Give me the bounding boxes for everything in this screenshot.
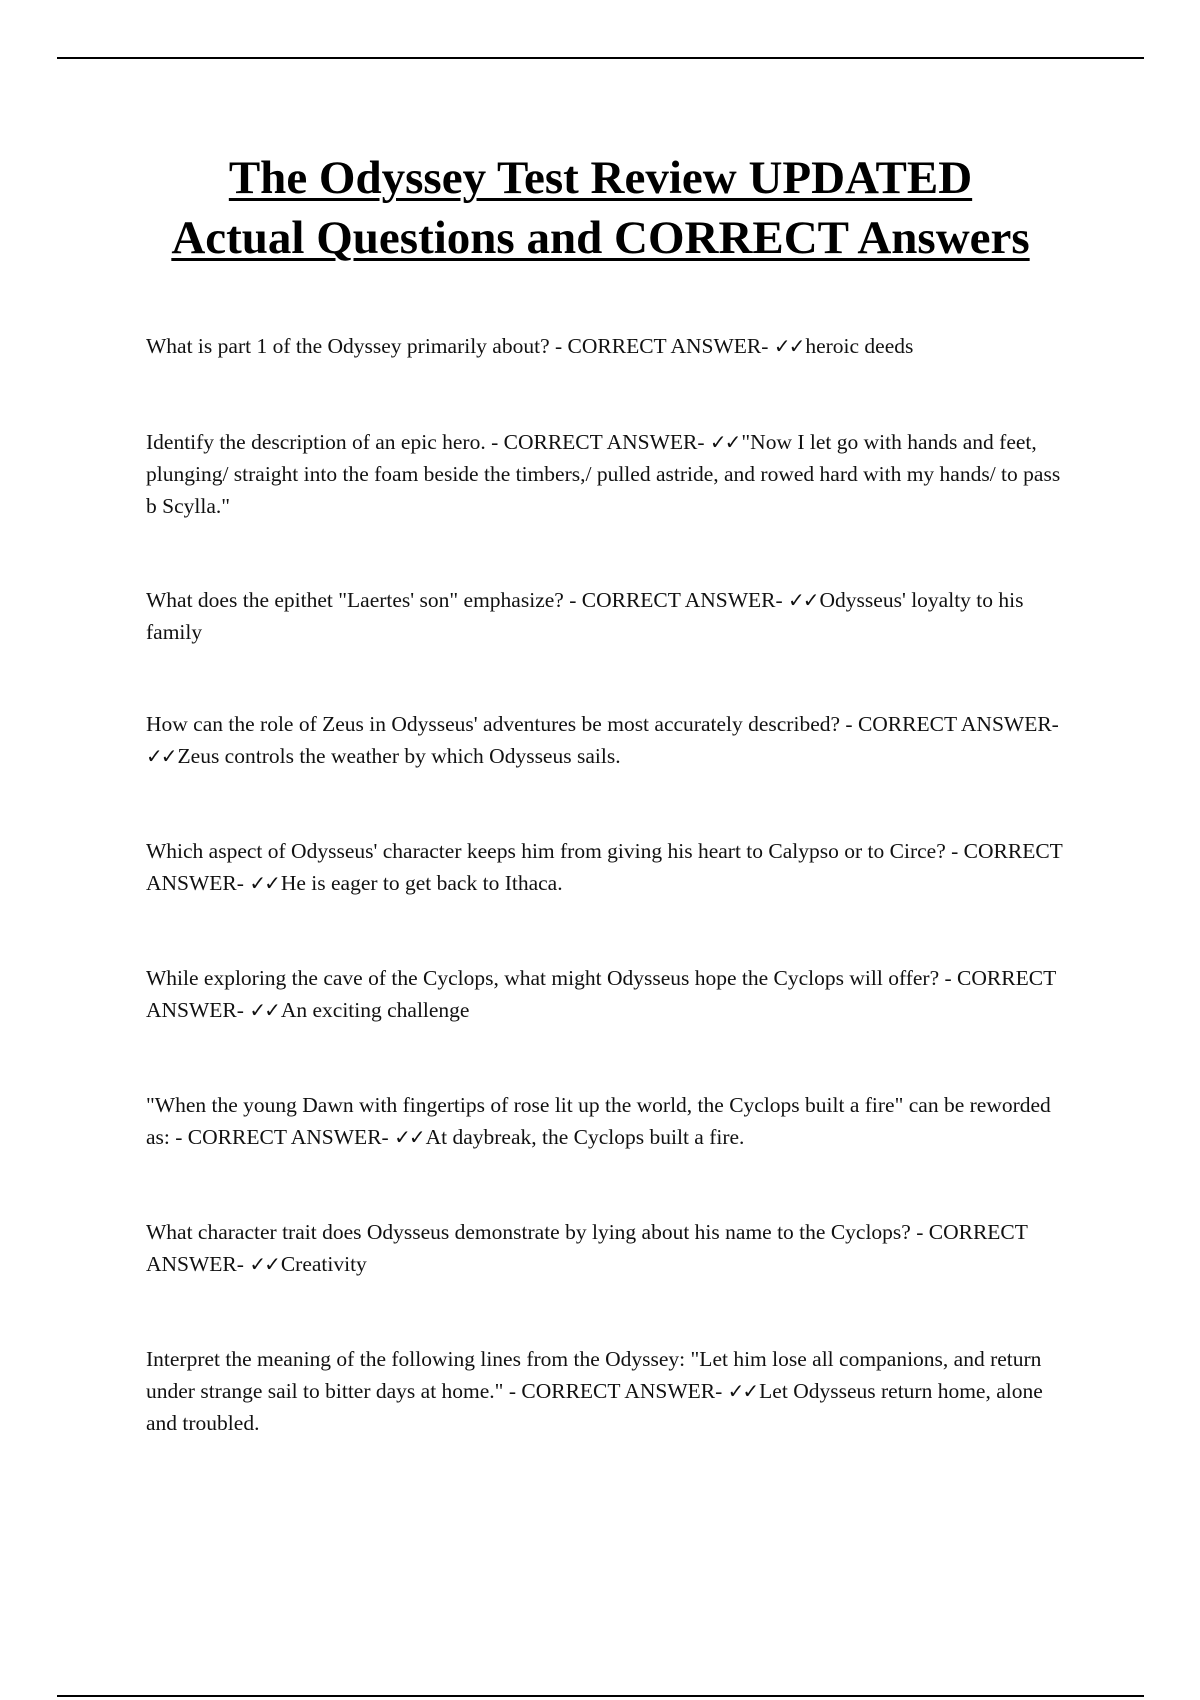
- answer-separator: - CORRECT ANSWER-: [146, 1220, 1028, 1276]
- question-text: What character trait does Odysseus demonstrate by lying about his name to the Cyclops?: [146, 1220, 911, 1244]
- answer-text: "Now I let go with hands and feet, plunging/ straight into the foam beside the timbers,/ pulled astride, and rowed hard with my hands/ to pass b Scylla.": [146, 430, 1061, 518]
- check-icon: ✓✓: [146, 744, 176, 768]
- qa-item: [146, 1216, 1066, 1280]
- qa-item: [146, 426, 1066, 522]
- qa-item: [146, 962, 1066, 1026]
- answer-text: Odysseus' loyalty to his family: [146, 588, 1024, 644]
- answer-text: He is eager to get back to Ithaca.: [280, 871, 563, 895]
- check-icon: ✓✓: [249, 1252, 279, 1276]
- qa-item: [146, 835, 1066, 899]
- bottom-rule: [57, 1695, 1144, 1697]
- check-icon: ✓✓: [249, 998, 279, 1022]
- answer-separator: - CORRECT ANSWER-: [146, 966, 1056, 1022]
- question-text: Which aspect of Odysseus' character keeps him from giving his heart to Calypso or to Circe?: [146, 839, 946, 863]
- answer-separator: - CORRECT ANSWER-: [563, 588, 789, 612]
- question-text: What is part 1 of the Odyssey primarily about?: [146, 334, 550, 358]
- qa-item: [146, 1089, 1066, 1153]
- check-icon: ✓✓: [727, 1379, 758, 1403]
- question-text: "When the young Dawn with fingertips of rose lit up the world, the Cyclops built a fire" can be reworded as:: [146, 1093, 1051, 1149]
- question-text: What does the epithet "Laertes' son" emphasize?: [146, 588, 564, 612]
- answer-separator: - CORRECT ANSWER-: [549, 334, 774, 358]
- qa-item: [146, 1343, 1066, 1439]
- title-line-2: Actual Questions and CORRECT Answers: [171, 212, 1030, 264]
- answer-text: Zeus controls the weather by which Odysseus sails.: [177, 744, 621, 768]
- answer-separator: - CORRECT ANSWER-: [503, 1379, 728, 1403]
- answer-text: Creativity: [280, 1252, 367, 1276]
- check-icon: ✓✓: [773, 334, 804, 358]
- qa-item: [146, 330, 1066, 362]
- answer-text: heroic deeds: [805, 334, 914, 358]
- answer-separator: - CORRECT ANSWER-: [485, 430, 710, 454]
- question-text: How can the role of Zeus in Odysseus' adventures be most accurately described?: [146, 712, 841, 736]
- answer-separator: - CORRECT ANSWER-: [146, 839, 1063, 895]
- title-line-1: The Odyssey Test Review UPDATED: [228, 152, 973, 204]
- answer-text: Let Odysseus return home, alone and troubled.: [146, 1379, 1043, 1435]
- question-text: Identify the description of an epic hero.: [146, 430, 486, 454]
- answer-separator: - CORRECT ANSWER-: [840, 712, 1059, 736]
- check-icon: ✓✓: [394, 1125, 424, 1149]
- answer-separator: - CORRECT ANSWER-: [169, 1125, 395, 1149]
- answer-text: An exciting challenge: [280, 998, 470, 1022]
- question-text: Interpret the meaning of the following lines from the Odyssey: "Let him lose all companions, and return under strange sail to bitter days at home.": [146, 1347, 1042, 1403]
- check-icon: ✓✓: [788, 588, 818, 612]
- check-icon: ✓✓: [249, 871, 279, 895]
- qa-item: [146, 708, 1066, 772]
- check-icon: ✓✓: [709, 430, 740, 454]
- question-text: While exploring the cave of the Cyclops, what might Odysseus hope the Cyclops will offer?: [146, 966, 940, 990]
- answer-text: At daybreak, the Cyclops built a fire.: [425, 1125, 745, 1149]
- qa-item: [146, 584, 1066, 648]
- document-title: [57, 148, 1144, 268]
- top-rule: [57, 57, 1144, 59]
